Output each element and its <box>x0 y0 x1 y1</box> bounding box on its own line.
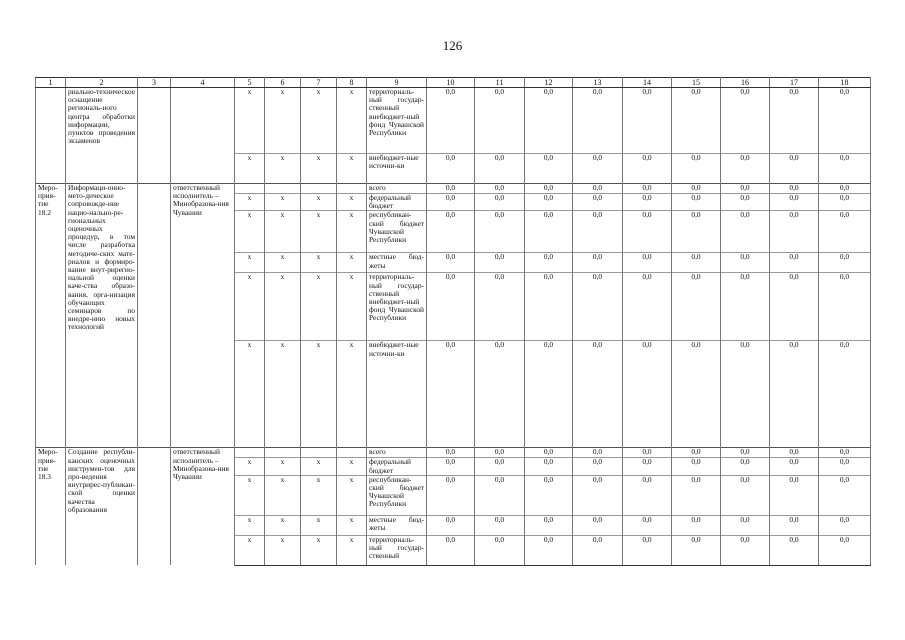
year-value: 0,0 <box>672 448 721 458</box>
code-cell <box>235 448 265 458</box>
code-cell: x <box>301 515 337 535</box>
empty-cell <box>138 448 171 565</box>
year-value: 0,0 <box>525 154 573 184</box>
year-value: 0,0 <box>427 154 475 184</box>
code-cell: x <box>235 475 265 515</box>
event-name: Создание республи-канских оценочных инструмен-тов для про-ведения внутрирес-публикан-ской оценки качества образования <box>66 448 138 565</box>
header-cell: 13 <box>573 78 623 88</box>
year-value: 0,0 <box>721 253 770 273</box>
year-value: 0,0 <box>427 211 475 253</box>
year-value: 0,0 <box>819 341 871 448</box>
table-row <box>36 88 871 154</box>
year-value: 0,0 <box>427 448 475 458</box>
year-value: 0,0 <box>573 273 623 341</box>
code-cell: x <box>337 211 367 253</box>
year-value: 0,0 <box>475 448 525 458</box>
year-value: 0,0 <box>819 535 871 565</box>
code-cell: x <box>301 88 337 154</box>
year-value: 0,0 <box>525 515 573 535</box>
code-cell <box>265 448 301 458</box>
year-value: 0,0 <box>819 154 871 184</box>
year-value: 0,0 <box>770 88 819 154</box>
year-value: 0,0 <box>721 458 770 475</box>
year-value: 0,0 <box>475 154 525 184</box>
year-value: 0,0 <box>672 211 721 253</box>
year-value: 0,0 <box>525 273 573 341</box>
year-value: 0,0 <box>573 515 623 535</box>
code-cell: x <box>265 273 301 341</box>
year-value: 0,0 <box>573 194 623 211</box>
code-cell: x <box>265 194 301 211</box>
code-cell: x <box>337 253 367 273</box>
year-value: 0,0 <box>525 448 573 458</box>
year-value: 0,0 <box>573 211 623 253</box>
code-cell <box>235 184 265 194</box>
year-value: 0,0 <box>721 194 770 211</box>
year-value: 0,0 <box>573 458 623 475</box>
code-cell: x <box>265 515 301 535</box>
year-value: 0,0 <box>475 194 525 211</box>
code-cell: x <box>337 154 367 184</box>
event-number <box>36 88 66 184</box>
year-value: 0,0 <box>623 535 672 565</box>
funding-source: всего <box>367 184 427 194</box>
code-cell: x <box>235 515 265 535</box>
funding-source: местные бюд-жеты <box>367 253 427 273</box>
empty-cell <box>138 88 171 184</box>
year-value: 0,0 <box>427 194 475 211</box>
code-cell: x <box>301 253 337 273</box>
year-value: 0,0 <box>770 154 819 184</box>
header-cell: 11 <box>475 78 525 88</box>
year-value: 0,0 <box>573 154 623 184</box>
code-cell <box>337 184 367 194</box>
year-value: 0,0 <box>427 458 475 475</box>
event-name: Информаци-онно-мето-дическое сопровожде-ние нацио-нально-ре-гиональных оценочных процедур, в том числе разработка методиче-ских мате-риалов и формиро-вание внут-рирегио-нальной оценки каче-ства образо-вания, орга-низация обучающих семинаров по внедре-нию новых технологий <box>66 184 138 448</box>
year-value: 0,0 <box>721 273 770 341</box>
year-value: 0,0 <box>573 184 623 194</box>
code-cell: x <box>337 194 367 211</box>
responsible-executor: ответственный исполнитель – Минобразова-ния Чувашии <box>171 184 235 448</box>
header-cell: 15 <box>672 78 721 88</box>
funding-source: территориаль-ный государ-ственный <box>367 535 427 565</box>
header-cell: 3 <box>138 78 171 88</box>
header-cell: 12 <box>525 78 573 88</box>
header-cell: 4 <box>171 78 235 88</box>
year-value: 0,0 <box>427 184 475 194</box>
header-cell: 18 <box>819 78 871 88</box>
year-value: 0,0 <box>475 253 525 273</box>
code-cell: x <box>265 341 301 448</box>
year-value: 0,0 <box>819 515 871 535</box>
year-value: 0,0 <box>770 341 819 448</box>
year-value: 0,0 <box>623 88 672 154</box>
code-cell <box>337 448 367 458</box>
funding-source: всего <box>367 448 427 458</box>
code-cell: x <box>235 458 265 475</box>
header-cell: 16 <box>721 78 770 88</box>
year-value: 0,0 <box>721 184 770 194</box>
year-value: 0,0 <box>819 475 871 515</box>
year-value: 0,0 <box>525 211 573 253</box>
header-row <box>36 78 871 88</box>
funding-source: республикан-ский бюджет Чувашской Республики <box>367 475 427 515</box>
year-value: 0,0 <box>427 341 475 448</box>
code-cell: x <box>265 475 301 515</box>
year-value: 0,0 <box>770 194 819 211</box>
code-cell: x <box>265 535 301 565</box>
responsible-executor: ответственный исполнитель – Минобразова-ния Чувашии <box>171 448 235 565</box>
year-value: 0,0 <box>819 458 871 475</box>
year-value: 0,0 <box>573 253 623 273</box>
year-value: 0,0 <box>475 88 525 154</box>
year-value: 0,0 <box>475 458 525 475</box>
year-value: 0,0 <box>770 253 819 273</box>
funding-source: территориаль-ный государ-ственный внебюджет-ный фонд Чувашской Республики <box>367 88 427 154</box>
year-value: 0,0 <box>525 475 573 515</box>
funding-source: республикан-ский бюджет Чувашской Республики <box>367 211 427 253</box>
year-value: 0,0 <box>721 515 770 535</box>
year-value: 0,0 <box>427 253 475 273</box>
table-row <box>36 448 871 458</box>
header-cell: 6 <box>265 78 301 88</box>
year-value: 0,0 <box>475 515 525 535</box>
funding-source: внебюджет-ные источни-ки <box>367 154 427 184</box>
year-value: 0,0 <box>770 515 819 535</box>
code-cell: x <box>337 341 367 448</box>
header-cell: 8 <box>337 78 367 88</box>
year-value: 0,0 <box>672 475 721 515</box>
code-cell: x <box>301 194 337 211</box>
code-cell: x <box>301 273 337 341</box>
year-value: 0,0 <box>770 211 819 253</box>
year-value: 0,0 <box>525 194 573 211</box>
year-value: 0,0 <box>721 448 770 458</box>
code-cell: x <box>301 475 337 515</box>
year-value: 0,0 <box>672 535 721 565</box>
header-cell: 7 <box>301 78 337 88</box>
code-cell: x <box>235 211 265 253</box>
code-cell: x <box>235 273 265 341</box>
funding-source: местные бюд-жеты <box>367 515 427 535</box>
year-value: 0,0 <box>525 253 573 273</box>
year-value: 0,0 <box>770 448 819 458</box>
year-value: 0,0 <box>672 253 721 273</box>
code-cell: x <box>235 194 265 211</box>
year-value: 0,0 <box>573 475 623 515</box>
year-value: 0,0 <box>427 475 475 515</box>
year-value: 0,0 <box>525 88 573 154</box>
year-value: 0,0 <box>427 515 475 535</box>
table-row <box>36 184 871 194</box>
year-value: 0,0 <box>573 341 623 448</box>
year-value: 0,0 <box>770 475 819 515</box>
funding-source: федеральный бюджет <box>367 458 427 475</box>
year-value: 0,0 <box>721 341 770 448</box>
year-value: 0,0 <box>525 458 573 475</box>
header-cell: 5 <box>235 78 265 88</box>
year-value: 0,0 <box>525 184 573 194</box>
year-value: 0,0 <box>427 273 475 341</box>
code-cell: x <box>337 273 367 341</box>
code-cell: x <box>337 458 367 475</box>
year-value: 0,0 <box>721 211 770 253</box>
event-number: Меро-прия-тие 18.3 <box>36 448 66 565</box>
event-number: Меро-прия-тие 18.2 <box>36 184 66 448</box>
year-value: 0,0 <box>623 194 672 211</box>
year-value: 0,0 <box>573 448 623 458</box>
code-cell: x <box>265 88 301 154</box>
page-number: 126 <box>442 38 463 53</box>
year-value: 0,0 <box>819 194 871 211</box>
empty-cell <box>138 184 171 448</box>
year-value: 0,0 <box>721 154 770 184</box>
code-cell: x <box>337 535 367 565</box>
year-value: 0,0 <box>427 88 475 154</box>
year-value: 0,0 <box>672 184 721 194</box>
year-value: 0,0 <box>623 184 672 194</box>
header-cell: 10 <box>427 78 475 88</box>
header-cell: 17 <box>770 78 819 88</box>
year-value: 0,0 <box>623 458 672 475</box>
year-value: 0,0 <box>770 273 819 341</box>
code-cell: x <box>301 211 337 253</box>
funding-source: внебюджет-ные источни-ки <box>367 341 427 448</box>
funding-source: федеральный бюджет <box>367 194 427 211</box>
event-name: риально-техническое оснащение региональ-ного центра обработки информации, пунктов проведения экзаменов <box>66 88 138 184</box>
code-cell: x <box>301 341 337 448</box>
year-value: 0,0 <box>672 273 721 341</box>
funding-source: территориаль-ный государ-ственный внебюджет-ный фонд Чувашской Республики <box>367 273 427 341</box>
year-value: 0,0 <box>573 535 623 565</box>
year-value: 0,0 <box>721 475 770 515</box>
header-cell: 9 <box>367 78 427 88</box>
year-value: 0,0 <box>475 341 525 448</box>
year-value: 0,0 <box>819 448 871 458</box>
code-cell: x <box>301 535 337 565</box>
year-value: 0,0 <box>721 88 770 154</box>
year-value: 0,0 <box>770 184 819 194</box>
year-value: 0,0 <box>623 341 672 448</box>
year-value: 0,0 <box>819 184 871 194</box>
year-value: 0,0 <box>623 154 672 184</box>
code-cell: x <box>265 211 301 253</box>
year-value: 0,0 <box>475 184 525 194</box>
year-value: 0,0 <box>623 448 672 458</box>
code-cell: x <box>235 154 265 184</box>
year-value: 0,0 <box>672 88 721 154</box>
code-cell: x <box>235 341 265 448</box>
year-value: 0,0 <box>819 88 871 154</box>
code-cell <box>301 184 337 194</box>
year-value: 0,0 <box>427 535 475 565</box>
year-value: 0,0 <box>623 515 672 535</box>
year-value: 0,0 <box>623 475 672 515</box>
year-value: 0,0 <box>525 535 573 565</box>
year-value: 0,0 <box>672 515 721 535</box>
header-cell: 14 <box>623 78 672 88</box>
year-value: 0,0 <box>672 154 721 184</box>
year-value: 0,0 <box>770 535 819 565</box>
code-cell: x <box>337 88 367 154</box>
code-cell: x <box>265 458 301 475</box>
year-value: 0,0 <box>819 273 871 341</box>
code-cell: x <box>337 515 367 535</box>
year-value: 0,0 <box>623 273 672 341</box>
year-value: 0,0 <box>721 535 770 565</box>
year-value: 0,0 <box>672 458 721 475</box>
year-value: 0,0 <box>623 211 672 253</box>
code-cell: x <box>265 253 301 273</box>
year-value: 0,0 <box>819 211 871 253</box>
year-value: 0,0 <box>623 253 672 273</box>
code-cell: x <box>337 475 367 515</box>
header-cell: 2 <box>66 78 138 88</box>
year-value: 0,0 <box>573 88 623 154</box>
code-cell <box>301 448 337 458</box>
code-cell: x <box>301 154 337 184</box>
header-cell: 1 <box>36 78 66 88</box>
code-cell <box>265 184 301 194</box>
year-value: 0,0 <box>672 194 721 211</box>
year-value: 0,0 <box>525 341 573 448</box>
year-value: 0,0 <box>475 475 525 515</box>
year-value: 0,0 <box>672 341 721 448</box>
code-cell: x <box>235 88 265 154</box>
code-cell: x <box>235 535 265 565</box>
code-cell: x <box>265 154 301 184</box>
year-value: 0,0 <box>819 253 871 273</box>
code-cell: x <box>301 458 337 475</box>
code-cell: x <box>235 253 265 273</box>
year-value: 0,0 <box>770 458 819 475</box>
empty-cell <box>171 88 235 184</box>
year-value: 0,0 <box>475 535 525 565</box>
year-value: 0,0 <box>475 273 525 341</box>
year-value: 0,0 <box>475 211 525 253</box>
budget-table <box>35 77 871 566</box>
